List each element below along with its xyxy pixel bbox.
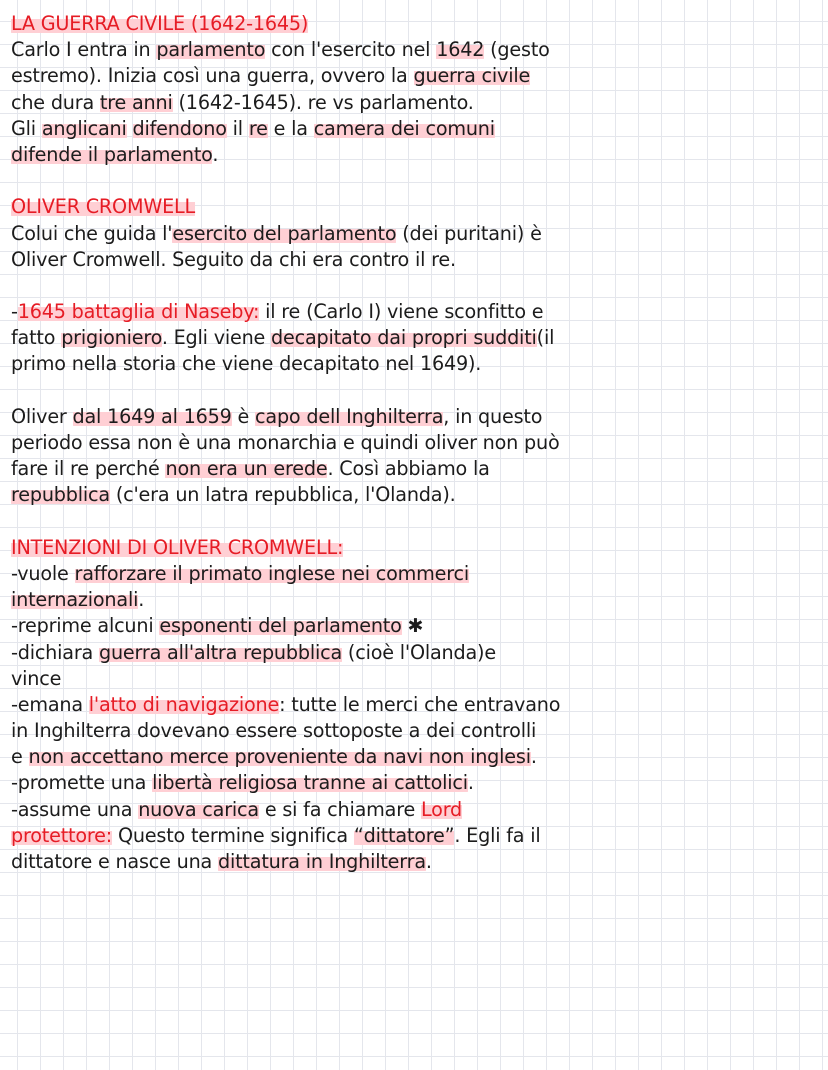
text-line: in Inghilterra dovevano essere sottoposte a dei controlli bbox=[11, 719, 537, 743]
blank-line bbox=[11, 168, 821, 194]
text-line: -1645 battaglia di Naseby: il re (Carlo I) viene sconfitto e bbox=[11, 300, 544, 324]
text-line: -reprime alcuni esponenti del parlamento ✱ bbox=[11, 614, 424, 638]
notes-page bbox=[11, 11, 821, 875]
text-line: estremo). Inizia così una guerra, ovvero la guerra civile bbox=[11, 64, 531, 88]
text-line: difende il parlamento. bbox=[11, 142, 219, 166]
text-line: primo nella storia che viene decapitato nel 1649). bbox=[11, 352, 482, 376]
section-title-cromwell: OLIVER CROMWELL bbox=[11, 195, 195, 219]
text-line: Gli anglicani difendono il re e la camera dei comuni bbox=[11, 116, 495, 140]
text-line: internazionali. bbox=[11, 588, 145, 612]
text-line: -emana l'atto di navigazione: tutte le merci che entravano bbox=[11, 692, 561, 716]
asterisk-icon: ✱ bbox=[407, 615, 424, 638]
blank-line bbox=[11, 273, 821, 299]
text-line: Oliver Cromwell. Seguito da chi era contro il re. bbox=[11, 247, 456, 271]
text-line: -dichiara guerra all'altra repubblica (cioè l'Olanda)e bbox=[11, 640, 496, 664]
text-line: repubblica (c'era un latra repubblica, l'Olanda). bbox=[11, 483, 456, 507]
text-line: -vuole rafforzare il primato inglese nei commerci bbox=[11, 561, 469, 585]
blank-line bbox=[11, 509, 821, 535]
text-line: dittatore e nasce una dittatura in Inghilterra. bbox=[11, 850, 432, 873]
text-line: vince bbox=[11, 666, 62, 690]
text-line: periodo essa non è una monarchia e quindi oliver non può bbox=[11, 431, 560, 454]
text-line: fatto prigioniero. Egli viene decapitato dai propri sudditi(il bbox=[11, 326, 555, 350]
text-line: -promette una libertà religiosa tranne ai cattolici. bbox=[11, 771, 474, 795]
text-line: Carlo I entra in parlamento con l'esercito nel 1642 (gesto bbox=[11, 38, 550, 62]
section-title-intenzioni: INTENZIONI DI OLIVER CROMWELL: bbox=[11, 535, 344, 559]
section-title-guerra: LA GUERRA CIVILE (1642-1645) bbox=[11, 12, 309, 35]
text-line: Colui che guida l'esercito del parlamento (dei puritani) è bbox=[11, 221, 542, 245]
text-line: che dura tre anni (1642-1645). re vs parlamento. bbox=[11, 90, 474, 114]
blank-line bbox=[11, 378, 821, 404]
text-line: fare il re perché non era un erede. Così abbiamo la bbox=[11, 457, 490, 481]
text-line: e non accettano merce proveniente da navi non inglesi. bbox=[11, 745, 537, 769]
text-line: Oliver dal 1649 al 1659 è capo dell Inghilterra, in questo bbox=[11, 404, 543, 428]
text-line: protettore: Questo termine significa “dittatore”. Egli fa il bbox=[11, 823, 541, 847]
text-line: -assume una nuova carica e si fa chiamare Lord bbox=[11, 797, 463, 821]
